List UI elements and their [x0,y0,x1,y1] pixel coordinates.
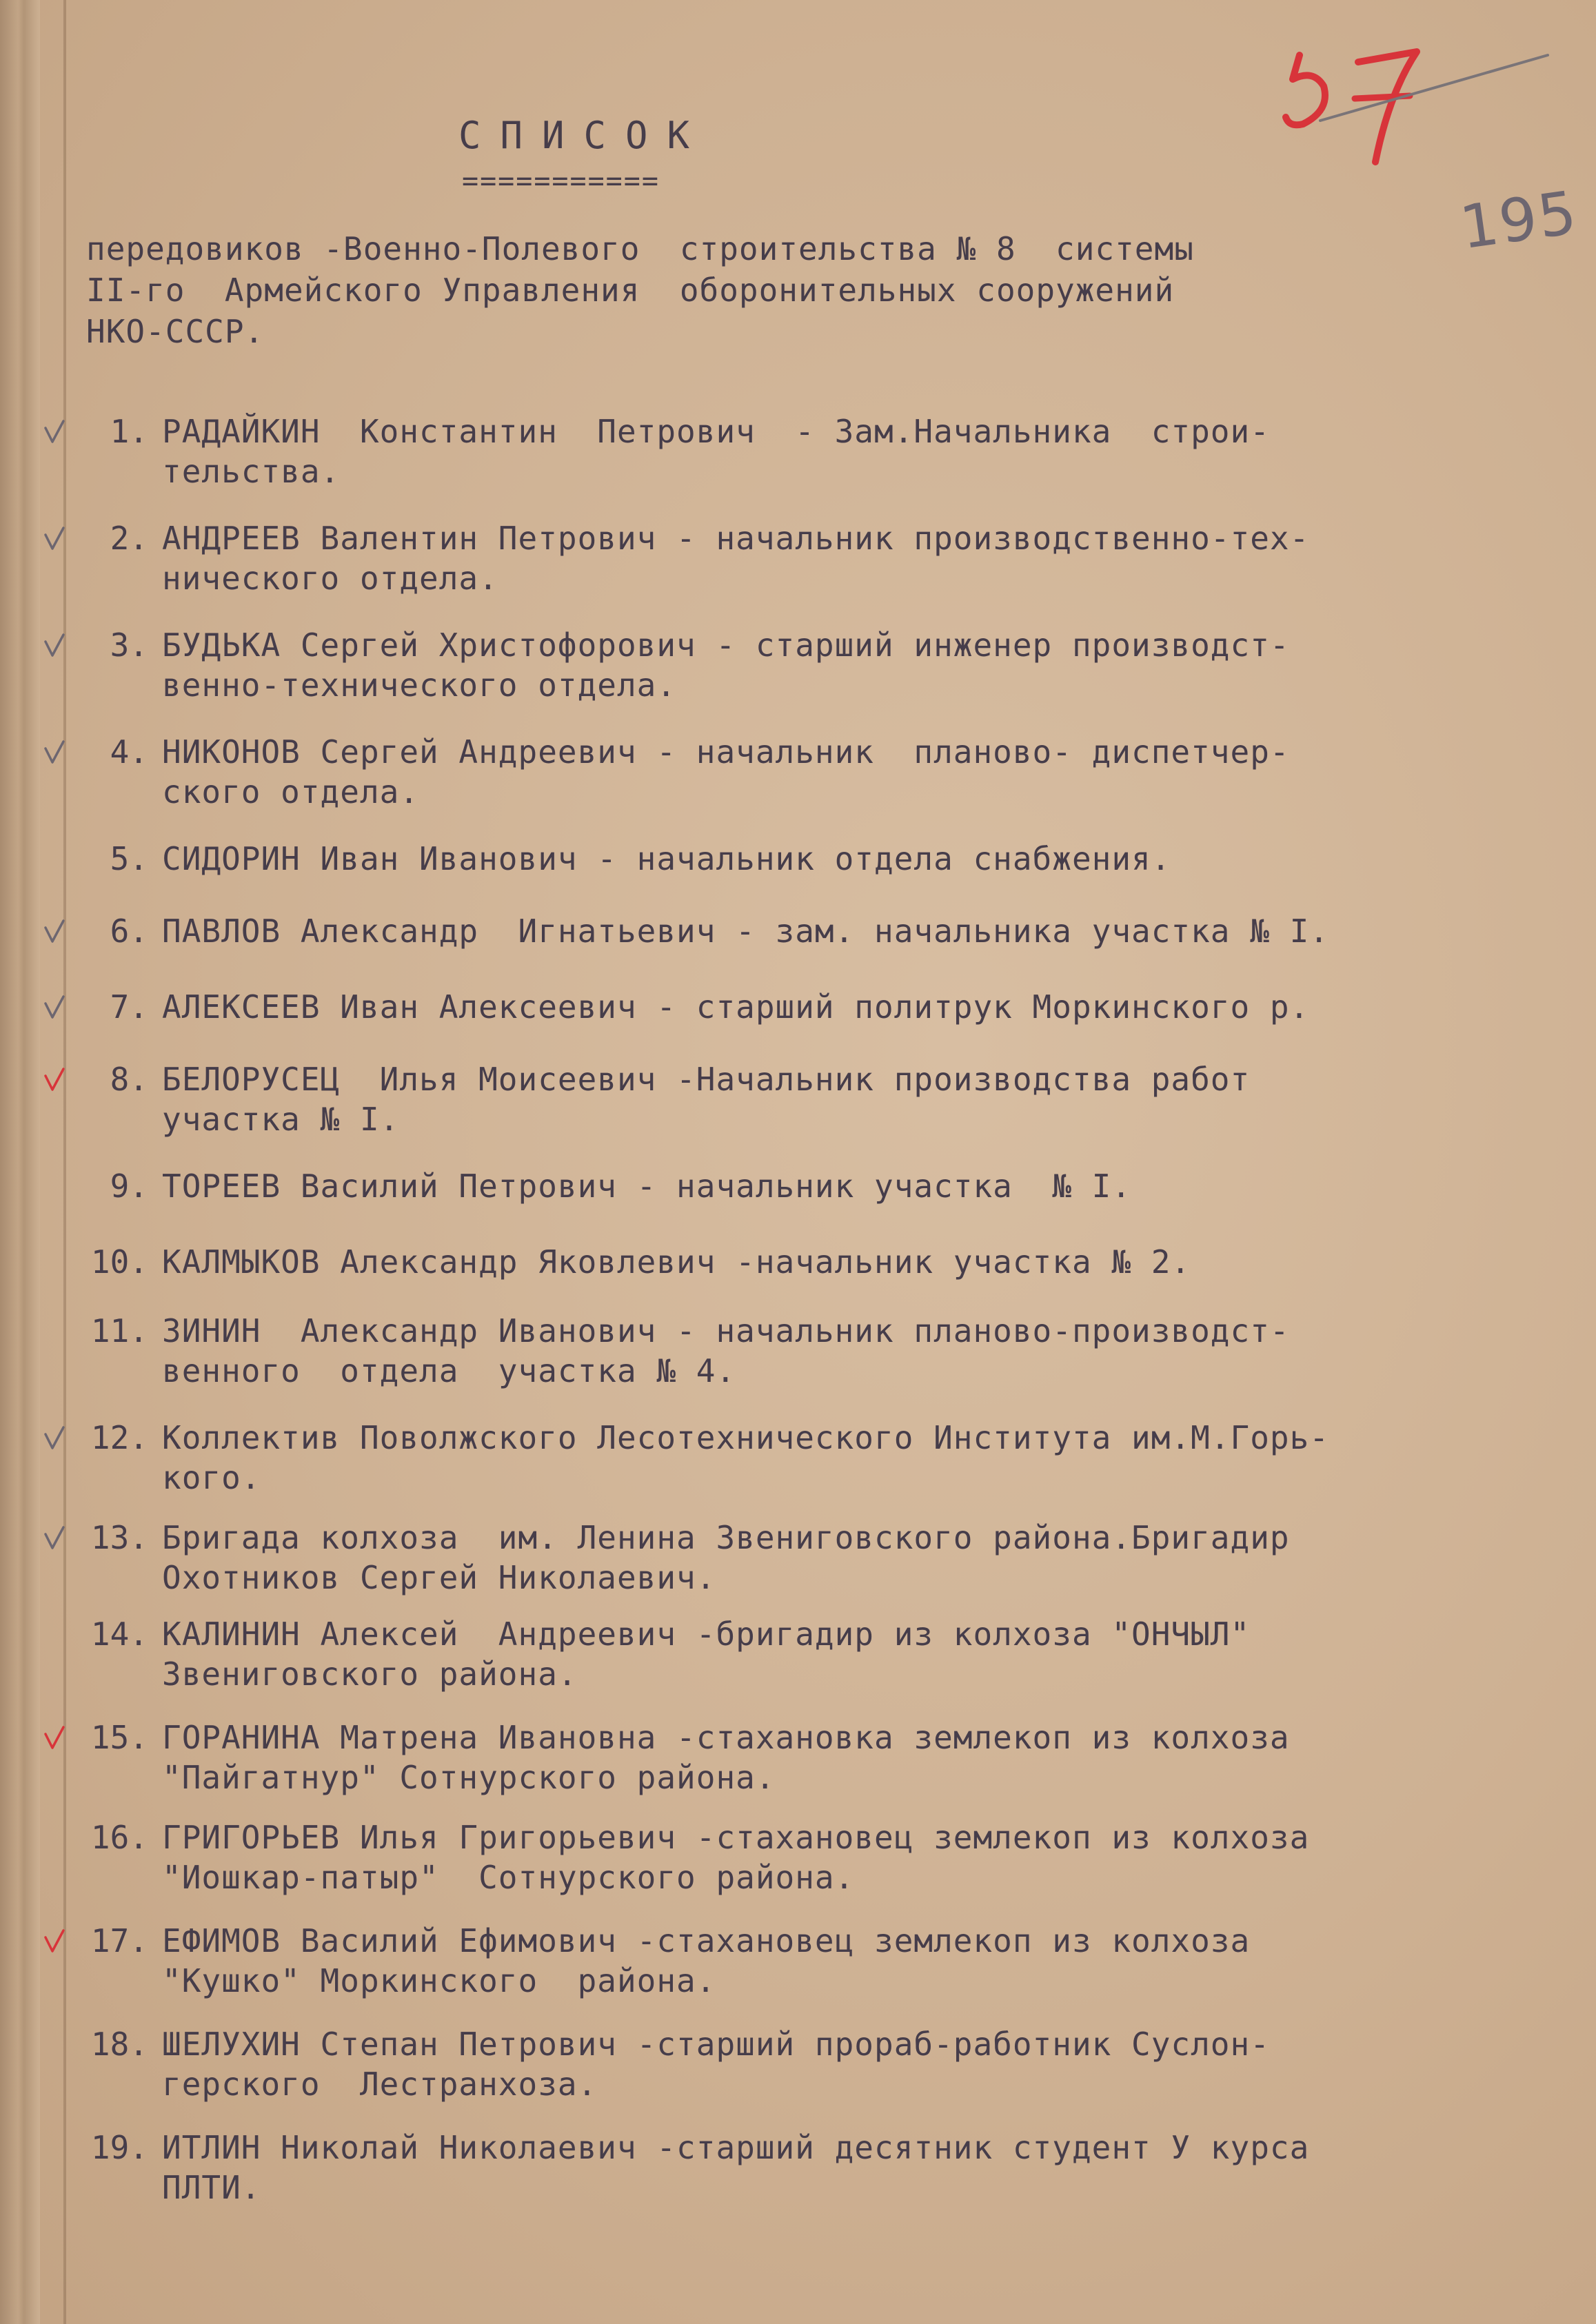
list-item-number: 2. [110,520,148,557]
list-item-text-line: ПЛТИ. [162,2169,261,2206]
list-item-text-line: ТОРЕЕВ Василий Петрович - начальник участка № I. [162,1168,1132,1205]
list-item-number: 14. [90,1615,148,1653]
list-item-text-line: кого. [162,1459,261,1496]
list-item-text-line: ПАВЛОВ Александр Игнатьевич - зам. начальника участка № I. [162,913,1329,950]
list-item-text-line: СИДОРИН Иван Иванович - начальник отдела снабжения. [162,840,1171,877]
list-item-text-line: Бригада колхоза им. Ленина Звениговского района.Бригадир [162,1519,1290,1556]
check-mark-icon [43,525,66,553]
list-item-text-line: участка № I. [162,1101,400,1138]
binding-edge [0,0,40,2324]
list-item-number: 19. [90,2129,148,2166]
list-item-text-line: Звениговского района. [162,1655,578,1693]
list-item-text-line: АЛЕКСЕЕВ Иван Алексеевич - старший политрук Моркинского р. [162,988,1310,1026]
list-item-text-line: ИТЛИН Николай Николаевич -старший десятник студент У курса [162,2129,1310,2166]
check-mark-icon [43,918,66,946]
list-item-number: 17. [90,1922,148,1959]
list-item-number: 18. [90,2026,148,2063]
document-title: СПИСОК [458,114,709,157]
list-item-number: 12. [90,1419,148,1456]
pencil-folio-number: 195 [1455,178,1582,263]
check-mark-icon [43,1425,66,1452]
list-item-number: 1. [110,413,148,450]
check-mark-icon [43,418,66,446]
list-item-text-line: ЕФИМОВ Василий Ефимович -стахановец землекоп из колхоза [162,1922,1251,1959]
list-item-text-line: "Кушко" Моркинского района. [162,1962,716,1999]
page-fold-line [63,0,66,2324]
list-item-number: 15. [90,1719,148,1756]
list-item-text-line: Коллектив Поволжского Лесотехнического Института им.М.Горь- [162,1419,1329,1456]
list-item-text-line: нического отдела. [162,560,498,597]
list-item-text-line: ШЕЛУХИН Степан Петрович -старший прораб-работник Суслон- [162,2026,1270,2063]
list-item-text-line: АНДРЕЕВ Валентин Петрович - начальник производственно-тех- [162,520,1310,557]
list-item-text-line: ЗИНИН Александр Иванович - начальник планово-производст- [162,1312,1290,1349]
title-underline: =========== [462,165,660,197]
red-archive-number-57 [1272,38,1562,176]
intro-line-3: НКО-СССР. [86,313,265,350]
check-mark-icon [43,1928,66,1955]
list-item-number: 8. [110,1061,148,1098]
list-item-text-line: ГРИГОРЬЕВ Илья Григорьевич -стахановец землекоп из колхоза [162,1819,1310,1856]
list-item-number: 13. [90,1519,148,1556]
list-item-text-line: ского отдела. [162,773,420,811]
list-item-text-line: КАЛМЫКОВ Александр Яковлевич -начальник участка № 2. [162,1243,1191,1281]
check-mark-icon [43,632,66,660]
intro-line-2: II-го Армейского Управления оборонительных сооружений [86,272,1175,309]
list-item-text-line: "Пайгатнур" Сотнурского района. [162,1759,776,1796]
list-item-text-line: РАДАЙКИН Константин Петрович - Зам.Начальника строи- [162,413,1270,450]
list-item-number: 11. [90,1312,148,1349]
check-mark-icon [43,994,66,1021]
list-item-text-line: герского Лестранхоза. [162,2066,598,2103]
list-item-text-line: БЕЛОРУСЕЦ Илья Моисеевич -Начальник производства работ [162,1061,1251,1098]
list-item-text-line: БУДЬКА Сергей Христофорович - старший инженер производст- [162,626,1290,664]
list-item-number: 6. [110,913,148,950]
check-mark-icon [43,1525,66,1552]
list-item-text-line: ГОРАНИНА Матрена Ивановна -стахановка землекоп из колхоза [162,1719,1290,1756]
intro-line-1: передовиков -Военно-Полевого строительства № 8 системы [86,230,1194,267]
check-mark-icon [43,739,66,766]
list-item-number: 10. [90,1243,148,1281]
list-item-text-line: венного отдела участка № 4. [162,1352,736,1389]
list-item-text-line: "Иошкар-патыр" Сотнурского района. [162,1859,855,1896]
list-item-number: 7. [110,988,148,1026]
list-item-text-line: тельства. [162,453,341,490]
check-mark-icon [43,1066,66,1094]
list-item-number: 9. [110,1168,148,1205]
list-item-number: 4. [110,733,148,771]
list-item-number: 5. [110,840,148,877]
list-item-number: 16. [90,1819,148,1856]
list-item-text-line: КАЛИНИН Алексей Андреевич -бригадир из колхоза "ОНЧЫЛ" [162,1615,1251,1653]
list-item-text-line: венно-технического отдела. [162,666,677,704]
list-item-number: 3. [110,626,148,664]
check-mark-icon [43,1724,66,1752]
list-item-text-line: Охотников Сергей Николаевич. [162,1559,716,1596]
list-item-text-line: НИКОНОВ Сергей Андреевич - начальник планово- диспетчер- [162,733,1290,771]
